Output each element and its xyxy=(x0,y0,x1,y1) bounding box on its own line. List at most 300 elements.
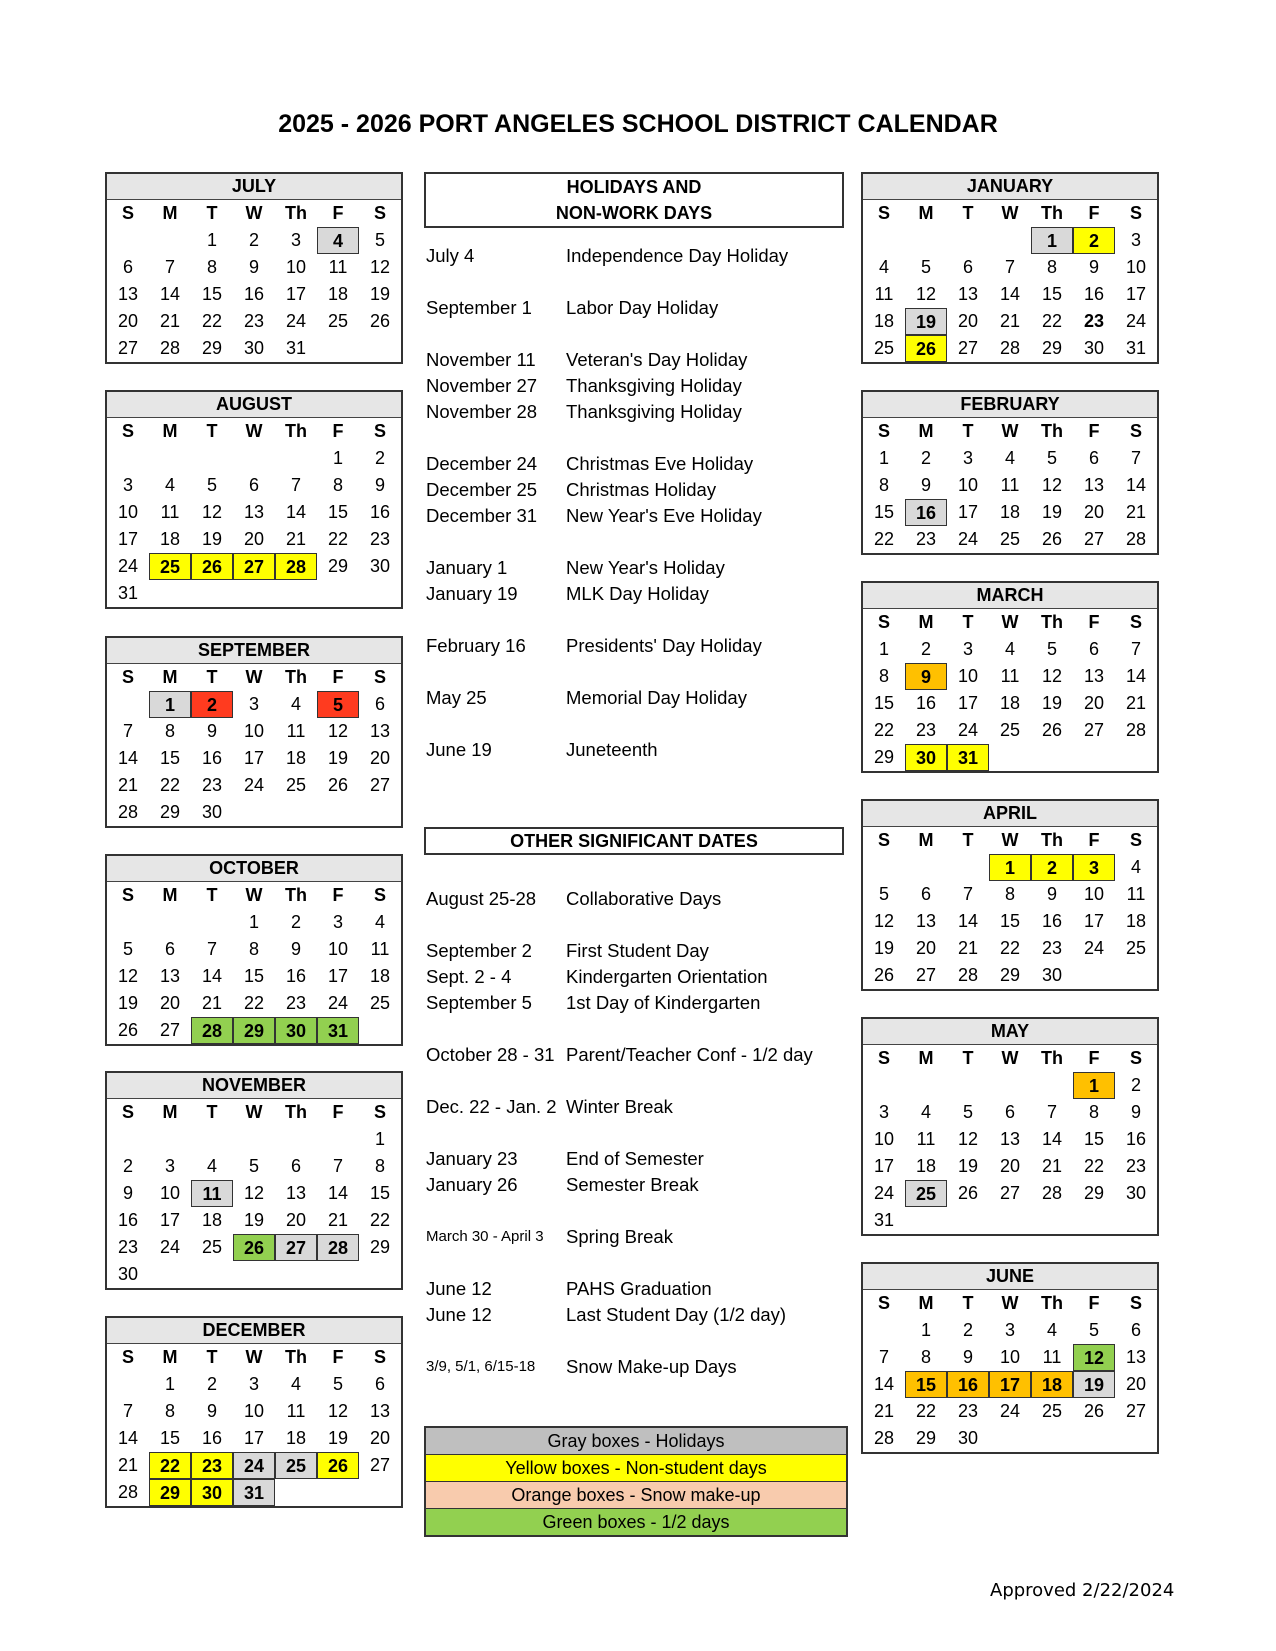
day-cell: 28 xyxy=(1125,529,1147,549)
day-cell: 15 xyxy=(1083,1129,1105,1149)
day-cell: 4 xyxy=(1130,857,1141,877)
weekday-header: Th xyxy=(1041,203,1063,223)
holiday-event: New Year's Eve Holiday xyxy=(566,505,762,526)
empty-cell xyxy=(989,1072,1031,1099)
empty-cell xyxy=(191,1126,233,1153)
day-cell: 10 xyxy=(327,939,349,959)
day-cell: 25 xyxy=(327,311,349,331)
day-cell: 1 xyxy=(374,1129,385,1149)
day-cell: 2 xyxy=(1073,227,1115,254)
weekday-header: S xyxy=(877,612,890,632)
day-cell: 6 xyxy=(920,884,931,904)
day-cell: 15 xyxy=(905,1371,947,1398)
day-cell: 1 xyxy=(1073,1072,1115,1099)
day-cell: 26 xyxy=(873,965,895,985)
holiday-row xyxy=(426,372,846,399)
weekday-header: T xyxy=(962,612,974,632)
day-cell: 4 xyxy=(290,1374,301,1394)
weekday-header: W xyxy=(1001,1293,1019,1313)
day-cell: 13 xyxy=(915,911,937,931)
day-cell: 20 xyxy=(159,993,181,1013)
day-cell: 21 xyxy=(1125,502,1147,522)
month-name: AUGUST xyxy=(107,392,401,418)
day-cell: 2 xyxy=(191,691,233,718)
weekday-header: W xyxy=(245,667,263,687)
empty-cell xyxy=(863,854,905,881)
day-cell: 16 xyxy=(285,966,307,986)
weekday-header: Th xyxy=(1041,612,1063,632)
holidays-title-line1: HOLIDAYS AND xyxy=(566,177,702,197)
day-cell: 21 xyxy=(285,529,307,549)
day-cell: 23 xyxy=(191,1452,233,1479)
significant-date: Dec. 22 - Jan. 2 xyxy=(426,1096,557,1117)
day-cell: 26 xyxy=(957,1183,979,1203)
weekday-header: W xyxy=(245,421,263,441)
day-cell: 29 xyxy=(233,1017,275,1044)
day-cell: 8 xyxy=(332,475,343,495)
significant-event: 1st Day of Kindergarten xyxy=(566,992,761,1013)
day-cell: 7 xyxy=(878,1347,889,1367)
day-cell: 1 xyxy=(206,230,217,250)
empty-cell xyxy=(275,445,317,472)
day-cell: 24 xyxy=(117,556,139,576)
day-cell: 13 xyxy=(159,966,181,986)
day-cell: 10 xyxy=(243,1401,265,1421)
holiday-event: Juneteenth xyxy=(566,739,658,760)
day-cell: 21 xyxy=(117,775,139,795)
significant-date-row xyxy=(426,1301,846,1328)
holiday-row xyxy=(426,736,846,763)
day-cell: 16 xyxy=(1125,1129,1147,1149)
day-cell: 10 xyxy=(957,475,979,495)
weekday-header: W xyxy=(1001,830,1019,850)
empty-cell xyxy=(191,909,233,936)
day-cell: 23 xyxy=(1125,1156,1147,1176)
day-cell: 3 xyxy=(122,475,133,495)
day-cell: 21 xyxy=(159,311,181,331)
day-cell: 3 xyxy=(248,1374,259,1394)
day-cell: 17 xyxy=(285,284,307,304)
day-cell: 11 xyxy=(370,939,390,959)
day-cell: 28 xyxy=(999,338,1021,358)
significant-date: October 28 - 31 xyxy=(426,1044,555,1065)
day-cell: 31 xyxy=(1125,338,1147,358)
day-cell: 11 xyxy=(1000,475,1020,495)
day-cell: 27 xyxy=(1083,529,1105,549)
day-cell: 27 xyxy=(275,1234,317,1261)
day-cell: 10 xyxy=(1125,257,1147,277)
day-cell: 3 xyxy=(962,448,973,468)
day-cell: 5 xyxy=(332,1374,343,1394)
weekday-header: S xyxy=(373,667,386,687)
weekday-header: Th xyxy=(1041,1048,1063,1068)
holiday-row xyxy=(426,294,846,321)
significant-date: September 2 xyxy=(426,940,532,961)
weekday-header: S xyxy=(373,885,386,905)
weekday-header: S xyxy=(1129,612,1142,632)
day-cell: 31 xyxy=(285,338,307,358)
calendar-december xyxy=(105,1316,403,1508)
day-cell: 29 xyxy=(369,1237,391,1257)
day-cell: 5 xyxy=(962,1102,973,1122)
day-cell: 14 xyxy=(327,1183,349,1203)
day-cell: 30 xyxy=(957,1428,979,1448)
day-cell: 29 xyxy=(1083,1183,1105,1203)
day-cell: 19 xyxy=(1041,502,1063,522)
day-cell: 15 xyxy=(873,502,895,522)
day-cell: 5 xyxy=(374,230,385,250)
calendar-november xyxy=(105,1071,403,1290)
holiday-row xyxy=(426,346,846,373)
day-cell: 9 xyxy=(206,721,217,741)
day-cell: 20 xyxy=(369,1428,391,1448)
legend-item: Yellow boxes - Non-student days xyxy=(426,1455,846,1482)
day-cell: 27 xyxy=(915,965,937,985)
day-cell: 18 xyxy=(999,693,1021,713)
weekday-header: M xyxy=(162,885,178,905)
day-cell: 19 xyxy=(957,1156,979,1176)
day-cell: 17 xyxy=(1083,911,1105,931)
day-cell: 28 xyxy=(191,1017,233,1044)
day-cell: 26 xyxy=(191,553,233,580)
significant-date-row xyxy=(426,1171,846,1198)
day-cell: 13 xyxy=(999,1129,1021,1149)
weekday-header: F xyxy=(332,203,344,223)
day-cell: 27 xyxy=(1083,720,1105,740)
day-cell: 15 xyxy=(999,911,1021,931)
weekday-header: W xyxy=(1001,203,1019,223)
empty-cell xyxy=(149,1126,191,1153)
month-name: OCTOBER xyxy=(107,856,401,882)
significant-date: June 12 xyxy=(426,1304,492,1325)
significant-date-row xyxy=(426,1223,846,1250)
day-cell: 24 xyxy=(243,775,265,795)
weekday-header: F xyxy=(332,421,344,441)
day-cell: 12 xyxy=(117,966,139,986)
day-cell: 12 xyxy=(327,721,349,741)
day-cell: 11 xyxy=(286,1401,306,1421)
holiday-date: May 25 xyxy=(426,687,487,708)
weekday-header: W xyxy=(1001,421,1019,441)
month-name: MARCH xyxy=(863,583,1157,609)
empty-cell xyxy=(1031,1072,1073,1099)
day-cell: 2 xyxy=(1130,1075,1141,1095)
day-cell: 17 xyxy=(957,502,979,522)
day-cell: 24 xyxy=(159,1237,181,1257)
day-cell: 24 xyxy=(957,529,979,549)
day-cell: 19 xyxy=(327,1428,349,1448)
calendar-june xyxy=(861,1262,1159,1454)
weekday-header: Th xyxy=(285,885,307,905)
day-cell: 18 xyxy=(285,1428,307,1448)
day-cell: 24 xyxy=(1083,938,1105,958)
significant-event: Last Student Day (1/2 day) xyxy=(566,1304,787,1325)
weekday-header: Th xyxy=(1041,830,1063,850)
day-cell: 4 xyxy=(1046,1320,1057,1340)
day-cell: 8 xyxy=(164,1401,175,1421)
day-cell: 12 xyxy=(201,502,223,522)
day-cell: 28 xyxy=(1125,720,1147,740)
holiday-row xyxy=(426,632,846,659)
weekday-header: M xyxy=(918,1293,934,1313)
day-cell: 11 xyxy=(1126,884,1146,904)
day-cell: 27 xyxy=(1125,1401,1147,1421)
day-cell: 6 xyxy=(374,1374,385,1394)
calendar-february xyxy=(861,390,1159,555)
day-cell: 7 xyxy=(1130,639,1141,659)
day-cell: 16 xyxy=(947,1371,989,1398)
holiday-date: December 25 xyxy=(426,479,538,500)
day-cell: 21 xyxy=(201,993,223,1013)
holiday-date: September 1 xyxy=(426,297,532,318)
day-cell: 28 xyxy=(159,338,181,358)
empty-cell xyxy=(275,1126,317,1153)
calendar-january xyxy=(861,172,1159,364)
significant-date: 3/9, 5/1, 6/15-18 xyxy=(426,1358,536,1375)
weekday-header: S xyxy=(121,885,134,905)
weekday-header: S xyxy=(1129,203,1142,223)
weekday-header: F xyxy=(1088,1293,1100,1313)
day-cell: 6 xyxy=(1004,1102,1015,1122)
day-cell: 22 xyxy=(915,1401,937,1421)
day-cell: 19 xyxy=(369,284,391,304)
day-cell: 10 xyxy=(1083,884,1105,904)
holiday-date: February 16 xyxy=(426,635,526,656)
weekday-header: T xyxy=(206,1347,218,1367)
day-cell: 25 xyxy=(1125,938,1147,958)
day-cell: 8 xyxy=(1046,257,1057,277)
significant-date-row xyxy=(426,989,846,1016)
day-cell: 4 xyxy=(920,1102,931,1122)
day-cell: 22 xyxy=(369,1210,391,1230)
weekday-header: M xyxy=(918,830,934,850)
day-cell: 21 xyxy=(957,938,979,958)
day-cell: 26 xyxy=(369,311,391,331)
weekday-header: S xyxy=(373,421,386,441)
month-name: JANUARY xyxy=(863,174,1157,200)
day-cell: 13 xyxy=(369,1401,391,1421)
day-cell: 30 xyxy=(1125,1183,1147,1203)
day-cell: 31 xyxy=(317,1017,359,1044)
day-cell: 9 xyxy=(1088,257,1099,277)
holiday-event: Presidents' Day Holiday xyxy=(566,635,762,656)
holiday-row xyxy=(426,398,846,425)
empty-cell xyxy=(863,1317,905,1344)
day-cell: 14 xyxy=(957,911,979,931)
day-cell: 12 xyxy=(873,911,895,931)
day-cell: 30 xyxy=(243,338,265,358)
day-cell: 4 xyxy=(164,475,175,495)
day-cell: 28 xyxy=(117,802,139,822)
day-cell: 11 xyxy=(916,1129,936,1149)
weekday-header: F xyxy=(1088,612,1100,632)
calendar-october xyxy=(105,854,403,1046)
day-cell: 8 xyxy=(374,1156,385,1176)
day-cell: 30 xyxy=(369,556,391,576)
day-cell: 14 xyxy=(117,1428,139,1448)
weekday-header: F xyxy=(332,1102,344,1122)
significant-event: Winter Break xyxy=(566,1096,673,1117)
day-cell: 18 xyxy=(327,284,349,304)
day-cell: 15 xyxy=(327,502,349,522)
significant-event: Parent/Teacher Conf - 1/2 day xyxy=(566,1044,813,1065)
day-cell: 21 xyxy=(999,311,1021,331)
day-cell: 8 xyxy=(1088,1102,1099,1122)
day-cell: 17 xyxy=(957,693,979,713)
day-cell: 4 xyxy=(878,257,889,277)
holiday-event: Christmas Holiday xyxy=(566,479,717,500)
weekday-header: T xyxy=(962,1293,974,1313)
day-cell: 25 xyxy=(285,775,307,795)
day-cell: 12 xyxy=(327,1401,349,1421)
calendar-august xyxy=(105,390,403,609)
day-cell: 27 xyxy=(369,1455,391,1475)
day-cell: 22 xyxy=(159,775,181,795)
empty-cell xyxy=(905,1072,947,1099)
day-cell: 31 xyxy=(873,1210,895,1230)
day-cell: 26 xyxy=(1083,1401,1105,1421)
weekday-header: S xyxy=(877,203,890,223)
day-cell: 6 xyxy=(248,475,259,495)
day-cell: 9 xyxy=(1130,1102,1141,1122)
empty-cell xyxy=(947,854,989,881)
day-cell: 26 xyxy=(327,775,349,795)
weekday-header: S xyxy=(1129,830,1142,850)
day-cell: 8 xyxy=(920,1347,931,1367)
legend-item: Green boxes - 1/2 days xyxy=(426,1509,846,1535)
month-name: DECEMBER xyxy=(107,1318,401,1344)
empty-cell xyxy=(149,445,191,472)
month-name: JUNE xyxy=(863,1264,1157,1290)
weekday-header: Th xyxy=(1041,1293,1063,1313)
day-cell: 23 xyxy=(285,993,307,1013)
approved-date: Approved 2/22/2024 xyxy=(990,1580,1175,1601)
day-cell: 18 xyxy=(201,1210,223,1230)
day-cell: 2 xyxy=(1031,854,1073,881)
weekday-header: M xyxy=(918,1048,934,1068)
day-cell: 4 xyxy=(317,227,359,254)
significant-date: Sept. 2 - 4 xyxy=(426,966,512,987)
day-cell: 19 xyxy=(873,938,895,958)
day-cell: 4 xyxy=(290,694,301,714)
month-name: MAY xyxy=(863,1019,1157,1045)
day-cell: 1 xyxy=(878,639,889,659)
day-cell: 31 xyxy=(947,744,989,771)
weekday-header: W xyxy=(1001,612,1019,632)
day-cell: 16 xyxy=(369,502,391,522)
day-cell: 12 xyxy=(957,1129,979,1149)
day-cell: 2 xyxy=(920,448,931,468)
day-cell: 19 xyxy=(1041,693,1063,713)
day-cell: 18 xyxy=(369,966,391,986)
empty-cell xyxy=(905,854,947,881)
day-cell: 25 xyxy=(999,720,1021,740)
weekday-header: M xyxy=(918,612,934,632)
day-cell: 2 xyxy=(290,912,301,932)
day-cell: 25 xyxy=(369,993,391,1013)
day-cell: 22 xyxy=(201,311,223,331)
weekday-header: Th xyxy=(285,203,307,223)
day-cell: 6 xyxy=(1130,1320,1141,1340)
day-cell: 20 xyxy=(285,1210,307,1230)
significant-date-row xyxy=(426,1093,846,1120)
empty-cell xyxy=(107,1371,149,1398)
weekday-header: T xyxy=(206,203,218,223)
day-cell: 30 xyxy=(905,744,947,771)
day-cell: 18 xyxy=(873,311,895,331)
day-cell: 19 xyxy=(905,308,947,335)
empty-cell xyxy=(191,445,233,472)
day-cell: 12 xyxy=(1073,1344,1115,1371)
day-cell: 14 xyxy=(1125,666,1147,686)
day-cell: 5 xyxy=(878,884,889,904)
weekday-header: S xyxy=(1129,1048,1142,1068)
weekday-header: S xyxy=(121,1347,134,1367)
day-cell: 4 xyxy=(206,1156,217,1176)
weekday-header: W xyxy=(245,203,263,223)
month-name: JULY xyxy=(107,174,401,200)
day-cell: 30 xyxy=(117,1264,139,1284)
day-cell: 15 xyxy=(201,284,223,304)
day-cell: 22 xyxy=(1041,311,1063,331)
day-cell: 22 xyxy=(243,993,265,1013)
day-cell: 17 xyxy=(243,1428,265,1448)
day-cell: 23 xyxy=(243,311,265,331)
weekday-header: M xyxy=(918,203,934,223)
weekday-header: Th xyxy=(1041,421,1063,441)
day-cell: 20 xyxy=(1083,693,1105,713)
day-cell: 18 xyxy=(915,1156,937,1176)
day-cell: 13 xyxy=(1083,475,1105,495)
holiday-date: December 24 xyxy=(426,453,538,474)
day-cell: 15 xyxy=(159,748,181,768)
day-cell: 20 xyxy=(369,748,391,768)
day-cell: 14 xyxy=(201,966,223,986)
day-cell: 14 xyxy=(117,748,139,768)
day-cell: 9 xyxy=(374,475,385,495)
day-cell: 13 xyxy=(117,284,139,304)
day-cell: 28 xyxy=(117,1482,139,1502)
day-cell: 28 xyxy=(275,553,317,580)
day-cell: 16 xyxy=(1041,911,1063,931)
day-cell: 10 xyxy=(243,721,265,741)
legend-item: Orange boxes - Snow make-up xyxy=(426,1482,846,1509)
day-cell: 24 xyxy=(999,1401,1021,1421)
day-cell: 25 xyxy=(275,1452,317,1479)
calendar-july xyxy=(105,172,403,364)
day-cell: 31 xyxy=(233,1479,275,1506)
holiday-row xyxy=(426,476,846,503)
day-cell: 18 xyxy=(159,529,181,549)
empty-cell xyxy=(905,227,947,254)
day-cell: 14 xyxy=(159,284,181,304)
day-cell: 13 xyxy=(1083,666,1105,686)
day-cell: 19 xyxy=(327,748,349,768)
holiday-event: Veteran's Day Holiday xyxy=(566,349,748,370)
day-cell: 12 xyxy=(915,284,937,304)
day-cell: 16 xyxy=(905,499,947,526)
weekday-header: Th xyxy=(285,1347,307,1367)
day-cell: 5 xyxy=(122,939,133,959)
day-cell: 19 xyxy=(1073,1371,1115,1398)
day-cell: 25 xyxy=(1041,1401,1063,1421)
weekday-header: F xyxy=(332,1347,344,1367)
day-cell: 15 xyxy=(1041,284,1063,304)
holiday-event: Thanksgiving Holiday xyxy=(566,401,742,422)
holiday-date: January 19 xyxy=(426,583,518,604)
day-cell: 8 xyxy=(878,475,889,495)
day-cell: 9 xyxy=(206,1401,217,1421)
